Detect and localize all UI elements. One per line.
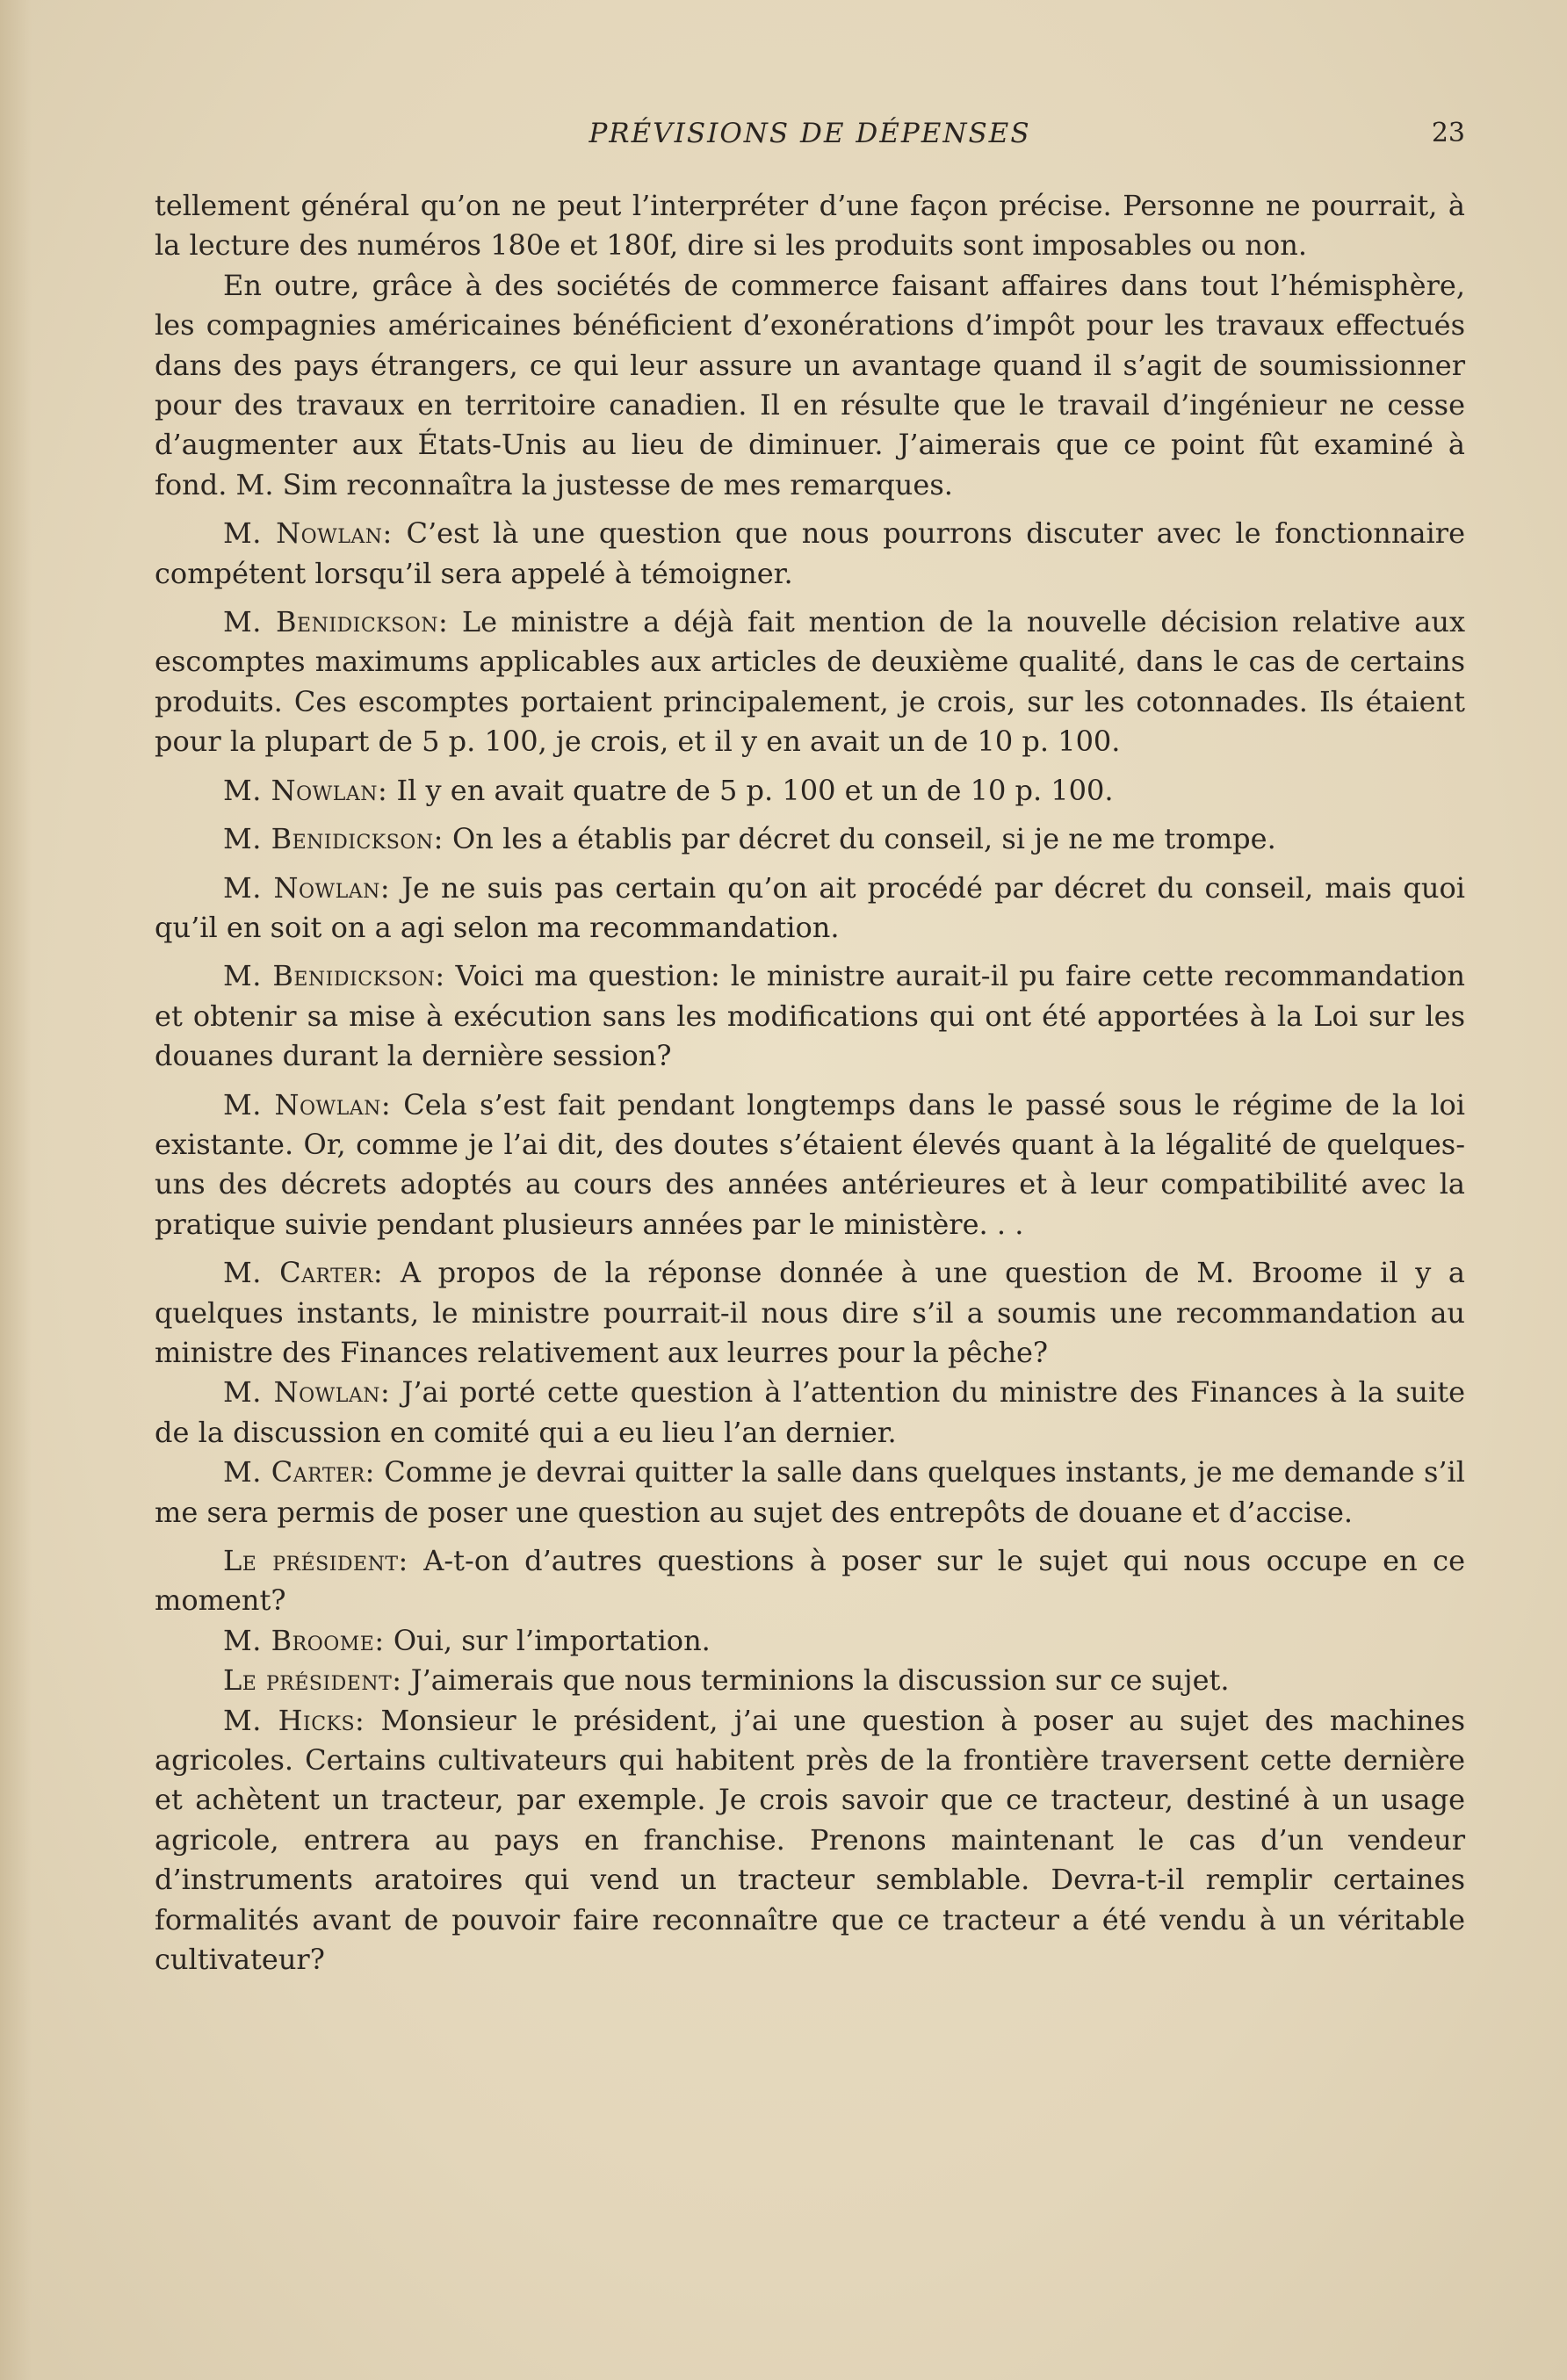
paragraph-text: On les a établis par décret du conseil, si je ne me trompe. <box>452 822 1276 856</box>
paragraph-text: A-t-on d’autres questions à poser sur le sujet qui nous occupe en ce moment? <box>155 1544 1465 1618</box>
paragraph <box>155 602 1465 762</box>
speaker-name: Le président: <box>223 1663 402 1698</box>
paragraph-text: Monsieur le président, j’ai une question à poser au sujet des machines agricoles. Certains cultivateurs qui habitent près de la frontière traversent cette dernière et achètent un tracteur, par exemple. Je crois savoir que ce tracteur, destiné à un usage agricole, entrera au pays en franchise. Prenons maintenant le cas d’un vendeur d’instruments aratoires qui vend un tracteur semblable. Devra-t-il remplir certaines formalités avant de pouvoir faire reconnaître que ce tracteur a été vendu à un véritable cultivateur? <box>155 1703 1466 1977</box>
paragraph-text: J’ai porté cette question à l’attention du ministre des Finances à la suite de la discussion en comité qui a eu lieu l’an dernier. <box>155 1375 1466 1449</box>
paragraph <box>155 266 1465 505</box>
speaker-name: M. Nowlan: <box>223 1087 392 1121</box>
paragraph <box>155 1453 1465 1533</box>
speaker-name: M. Nowlan: <box>223 870 391 905</box>
paragraph-text: En outre, grâce à des sociétés de commerce faisant affaires dans tout l’hémisphère, les compagnies américaines bénéficient d’exonérations d’impôt pour les travaux effectués dans des pays étrangers, ce qui leur assure un avantage quand il s’agit de soumissionner pour des travaux en territoire canadien. Il en résulte que le travail d’ingénieur ne cesse d’augmenter aux États-Unis au lieu de diminuer. J’aimerais que ce point fût examiné à fond. M. Sim reconnaîtra la justesse de mes remarques. <box>155 268 1465 501</box>
body-text <box>155 186 1465 1980</box>
page-number: 23 <box>1431 118 1465 148</box>
page-header <box>155 114 1465 153</box>
paragraph-text: Oui, sur l’importation. <box>393 1623 711 1657</box>
speaker-name: Le président: <box>223 1544 408 1577</box>
speaker-name: M. Benidickson: <box>223 605 449 639</box>
paragraph <box>155 1661 1465 1700</box>
paragraph <box>155 771 1465 811</box>
paragraph <box>155 1085 1465 1245</box>
speaker-name: M. Nowlan: <box>223 516 393 551</box>
paragraph-text: Voici ma question: le ministre aurait-il pu faire cette recommandation et obtenir sa mise à exécution sans les modifications qui ont été apportées à la Loi sur les douanes durant la dernière session? <box>155 959 1465 1073</box>
speaker-name: M. Carter: <box>223 1455 375 1489</box>
paragraph <box>155 956 1465 1076</box>
paragraph-text: tellement général qu’on ne peut l’interpréter d’une façon précise. Personne ne pourrait, à la lecture des numéros 180e et 180f, dire si les produits sont imposables ou non. <box>155 189 1465 263</box>
paragraph-text: Cela s’est fait pendant longtemps dans le passé sous le régime de la loi existante. Or, comme je l’ai dit, des doutes s’étaient élevés quant à la légalité de quelques-uns des décrets adoptés au cours des années antérieures et à leur compatibilité avec la pratique suivie pendant plusieurs années par le ministère. . . <box>155 1087 1466 1241</box>
paragraph <box>155 186 1465 266</box>
speaker-name: M. Carter: <box>223 1256 384 1290</box>
paragraph-text: Comme je devrai quitter la salle dans quelques instants, je me demande s’il me sera permis de poser une question au sujet des entrepôts de douane et d’accise. <box>155 1455 1465 1529</box>
paragraph <box>155 514 1465 594</box>
paragraph-text: Le ministre a déjà fait mention de la nouvelle décision relative aux escomptes maximums applicables aux articles de deuxième qualité, dans le cas de certains produits. Ces escomptes portaient principalement, je crois, sur les cotonnades. Ils étaient pour la plupart de 5 p. 100, je crois, et il y en avait un de 10 p. 100. <box>155 605 1465 759</box>
running-title: PRÉVISIONS DE DÉPENSES <box>589 118 1031 149</box>
speaker-name: M. Nowlan: <box>223 1375 391 1410</box>
speaker-name: M. Broome: <box>223 1623 385 1657</box>
speaker-name: M. Benidickson: <box>223 959 445 993</box>
paragraph <box>155 1701 1465 1980</box>
paragraph-text: Il y en avait quatre de 5 p. 100 et un de 10 p. 100. <box>396 773 1114 807</box>
paragraph <box>155 869 1465 948</box>
speaker-name: M. Hicks: <box>223 1703 365 1737</box>
paragraph <box>155 1253 1465 1373</box>
paragraph-text: Je ne suis pas certain qu’on ait procédé par décret du conseil, mais quoi qu’il en soit on a agi selon ma recommandation. <box>155 870 1466 944</box>
paragraph <box>155 819 1465 859</box>
paragraph <box>155 1621 1465 1661</box>
speaker-name: M. Benidickson: <box>223 822 444 856</box>
paragraph-text: C’est là une question que nous pourrons discuter avec le fonctionnaire compétent lorsqu’il sera appelé à témoigner. <box>155 516 1466 590</box>
speaker-name: M. Nowlan: <box>223 773 388 807</box>
paragraph-text: A propos de la réponse donnée à une question de M. Broome il y a quelques instants, le ministre pourrait-il nous dire s’il a soumis une recommandation au ministre des Finances relativement aux leurres pour la pêche? <box>155 1256 1466 1369</box>
paragraph <box>155 1373 1465 1453</box>
paragraph-text: J’aimerais que nous terminions la discussion sur ce sujet. <box>410 1663 1230 1698</box>
paragraph <box>155 1541 1465 1621</box>
